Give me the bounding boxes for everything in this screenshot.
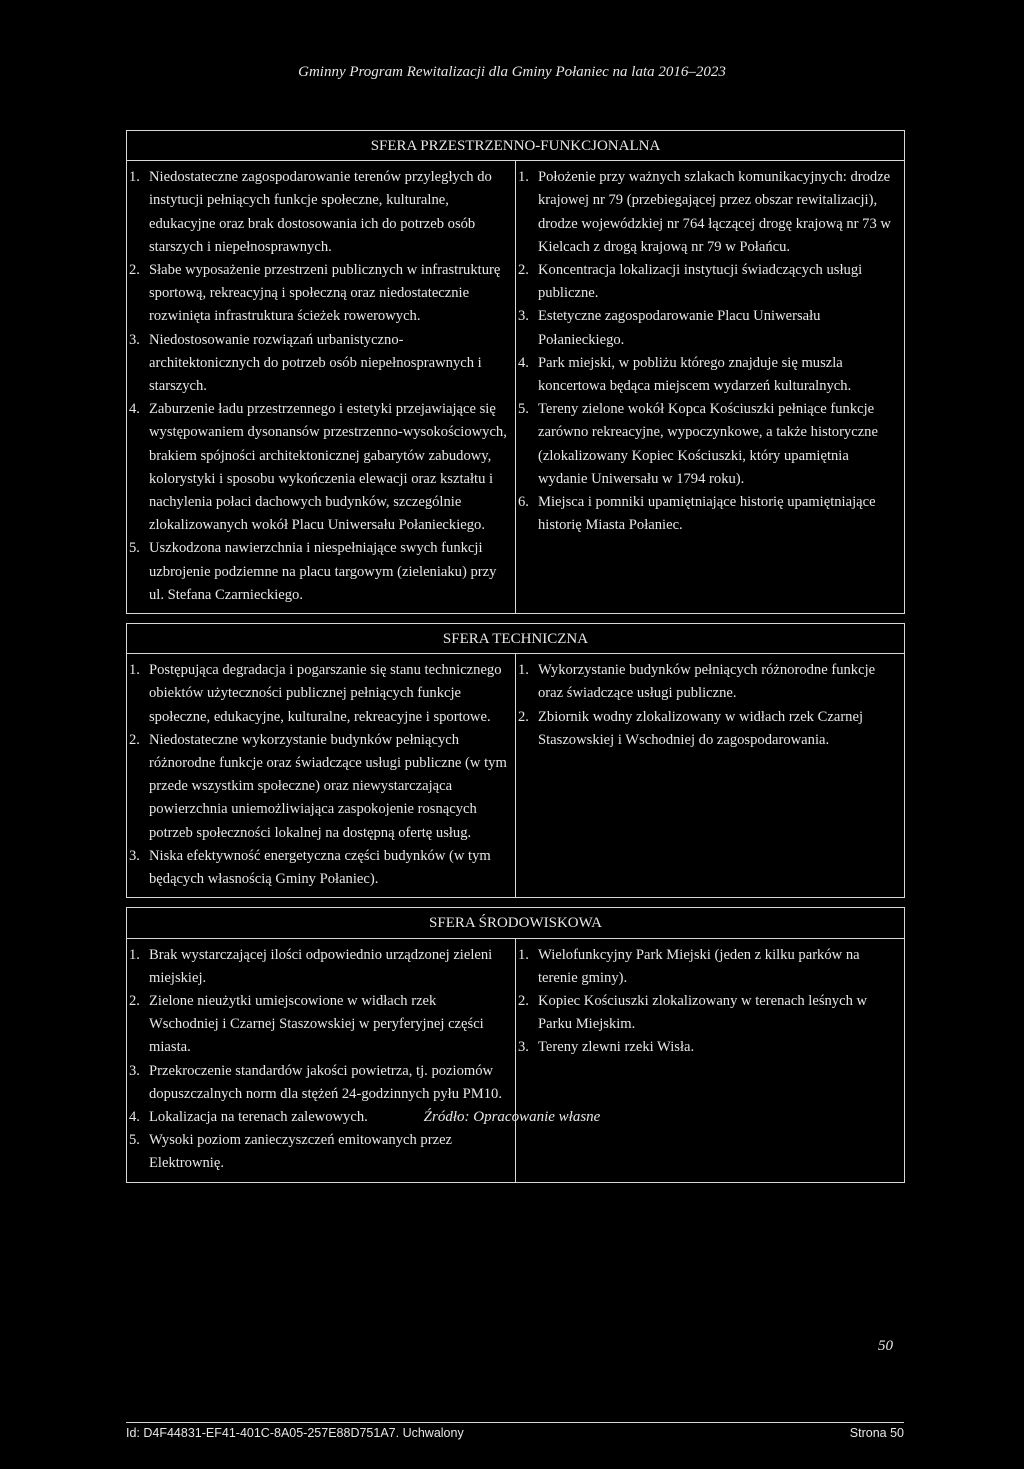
list-item [518,352,896,398]
weaknesses-list [129,166,507,607]
item-text: Zielone nieużytki umiejscowione w widłach rzek Wschodniej i Czarnej Staszowskiej w peryferyjnej części miasta. [149,992,484,1056]
list-item [518,944,896,990]
item-text: Tereny zielone wokół Kopca Kościuszki pełniące funkcje zarówno rekreacyjne, wypoczynkowe, a także historyczne (zlokalizowany Kopiec Kościuszki, który upamiętnia wydanie Uniwersału w 1794 roku). [538,401,878,487]
list-item [129,944,507,990]
item-text: Postępująca degradacja i pogarszanie się stanu technicznego obiektów użyteczności publicznej pełniących funkcje społeczne, edukacyjne, kulturalne, rekreacyjne i sportowe. [149,662,502,725]
item-number: 3. [518,308,529,325]
item-text: Uszkodzona nawierzchnia i niespełniające swych funkcji uzbrojenie podziemne na placu targowym (zieleniaku) przy ul. Stefana Czarnieckiego. [149,540,497,603]
item-number: 4. [518,354,529,371]
footer [126,1426,904,1440]
list-item [129,659,507,729]
item-number: 3. [518,1039,529,1056]
item-number: 1. [129,662,140,679]
item-text: Zaburzenie ładu przestrzennego i estetyki przejawiające się występowaniem dysonansów przestrzenno-wysokościowych, brakiem spójności architektonicznej gabarytów zabudowy, kolorystyki i sposobu wykończenia elewacji oraz kształtu i nachylenia połaci dachowych budynków, szczególnie zlokalizowanych wokół Placu Uniwersału Połanieckiego. [149,401,507,534]
item-number: 5. [129,540,140,557]
item-text: Brak wystarczającej ilości odpowiednio urządzonej zieleni miejskiej. [149,946,493,986]
item-text: Położenie przy ważnych szlakach komunikacyjnych: drodze krajowej nr 79 (przebiegającej przez obszar rewitalizacji), drodze wojewódzkiej nr 764 łączącej drogę krajową nr 73 w Kielcach z drogą krajową nr 79 w Połańcu. [538,169,891,255]
list-item [518,305,896,351]
item-text: Zbiornik wodny zlokalizowany w widłach rzek Czarnej Staszowskiej i Wschodniej do zagospodarowania. [538,708,864,748]
item-text: Słabe wyposażenie przestrzeni publicznych w infrastrukturę sportową, rekreacyjną i społeczną oraz niedostatecznie rozwinięta infrastruktura ścieżek rowerowych. [149,262,501,325]
item-text: Koncentracja lokalizacji instytucji świadczących usługi publiczne. [538,262,863,302]
item-number: 6. [518,494,529,511]
section-right-cell [516,161,905,614]
item-text: Miejsca i pomniki upamiętniające historię upamiętniające historię Miasta Połaniec. [538,494,876,534]
item-text: Kopiec Kościuszki zlokalizowany w terenach leśnych w Parku Miejskim. [538,992,868,1033]
source-note: Źródło: Opracowanie własne [423,1109,601,1125]
item-number: 2. [518,992,529,1009]
section-left-cell [127,938,516,1182]
section-title-techniczna: SFERA TECHNICZNA [127,624,905,654]
list-item [129,537,507,607]
item-text: Wykorzystanie budynków pełniących różnorodne funkcje oraz świadczące usługi publiczne. [538,662,876,702]
item-number: 5. [518,401,529,418]
item-text: Lokalizacja na terenach zalewowych. [149,1108,368,1125]
list-item [129,1129,507,1175]
list-item [129,1060,507,1106]
list-item [129,259,507,329]
strengths-list [518,659,896,752]
item-text: Estetyczne zagospodarowanie Placu Uniwersału Połanieckiego. [538,308,821,348]
section-gap [127,898,905,908]
item-number: 1. [129,946,140,963]
list-item [129,845,507,891]
item-number: 1. [518,169,529,186]
swot-table [126,130,905,1183]
item-text: Tereny zlewni rzeki Wisła. [538,1039,695,1056]
footer-page: Strona 50 [849,1426,904,1440]
item-number: 2. [129,992,140,1009]
section-left-cell [127,161,516,614]
list-item [129,729,507,845]
item-number: 2. [129,262,140,279]
list-item [129,398,507,537]
item-number: 1. [518,662,529,679]
item-number: 2. [518,708,529,725]
list-item [518,659,896,705]
item-text: Przekroczenie standardów jakości powietrza, tj. poziomów dopuszczalnych norm dla stężeń 24-godzinnych pyłu PM10. [149,1062,503,1102]
item-text: Niedostateczne zagospodarowanie terenów przyległych do instytucji pełniących funkcje społeczne, kulturalne, edukacyjne oraz brak dostosowania ich do potrzeb osób starszych i niepełnosprawnych. [149,169,492,255]
list-item [518,706,896,752]
item-number: 4. [129,1108,140,1125]
list-item [518,491,896,537]
item-number: 3. [129,847,140,864]
document-header: Gminny Program Rewitalizacji dla Gminy Połaniec na lata 2016–2023 [298,64,726,80]
item-text: Niedostateczne wykorzystanie budynków pełniących różnorodne funkcje oraz świadczące usługi publiczne (w tym przede wszystkim społeczne) oraz niewystarczająca powierzchnia uniemożliwiająca zaspokojenie rosnących potrzeb społeczności lokalnej na dostępną ofertę usług. [149,731,507,841]
section-gap [127,614,905,624]
strengths-list [518,944,896,1060]
list-item [518,259,896,305]
list-item [129,166,507,259]
list-item [518,1036,896,1059]
item-text: Park miejski, w pobliżu którego znajduje się muszla koncertowa będąca miejscem wydarzeń kulturalnych. [538,354,852,395]
weaknesses-list [129,659,507,891]
section-right-cell [516,938,905,1182]
weaknesses-list [129,944,507,1176]
list-item [129,329,507,399]
item-text: Wielofunkcyjny Park Miejski (jeden z kilku parków na terenie gminy). [538,946,860,986]
list-item [129,990,507,1060]
item-number: 1. [129,169,140,186]
section-left-cell [127,654,516,898]
item-text: Niska efektywność energetyczna części budynków (w tym będących własnością Gminy Połaniec). [149,847,491,888]
section-title-przestrzenno-funkcjonalna: SFERA PRZESTRZENNO-FUNKCJONALNA [127,131,905,161]
section-right-cell [516,654,905,898]
footer-divider [126,1422,904,1423]
footer-document-id: Id: D4F44831-EF41-401C-8A05-257E88D751A7. Uchwalony [126,1426,464,1440]
list-item [518,166,896,259]
item-number: 5. [129,1132,140,1149]
item-text: Wysoki poziom zanieczyszczeń emitowanych przez Elektrownię. [149,1132,453,1172]
item-number: 4. [129,401,140,418]
page-number: 50 [878,1338,893,1354]
list-item [518,398,896,491]
list-item [518,990,896,1036]
item-text: Niedostosowanie rozwiązań urbanistyczno-architektonicznych do potrzeb osób niepełnosprawnych i starszych. [149,331,482,395]
strengths-list [518,166,896,537]
item-number: 1. [518,946,529,963]
item-number: 3. [129,331,140,348]
item-number: 3. [129,1062,140,1079]
item-number: 2. [518,262,529,279]
section-title-srodowiskowa: SFERA ŚRODOWISKOWA [127,908,905,938]
item-number: 2. [129,731,140,748]
